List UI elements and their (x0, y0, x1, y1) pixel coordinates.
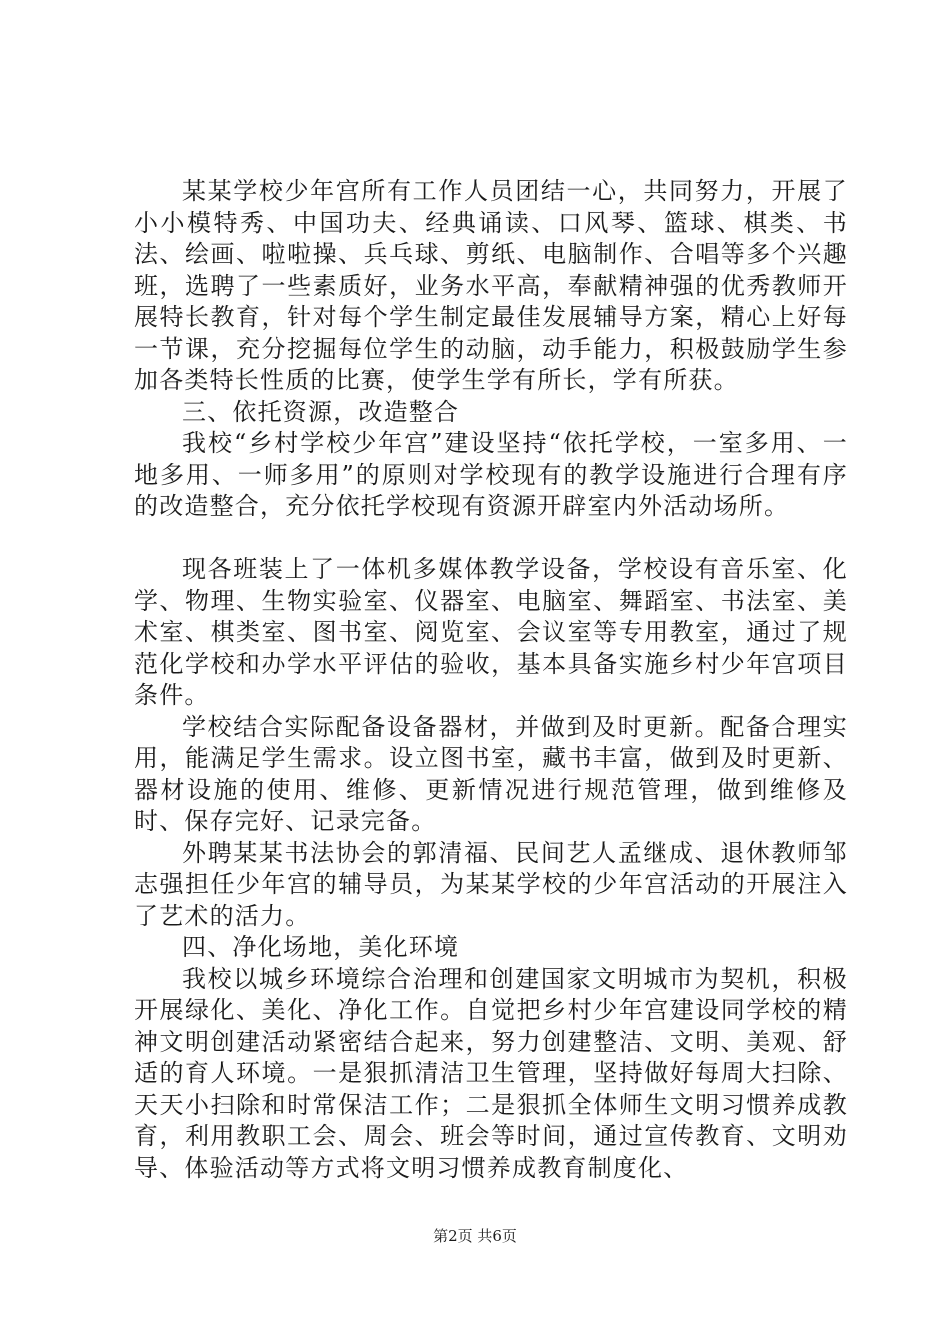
paragraph-environment: 我校以城乡环境综合治理和创建国家文明城市为契机，积极开展绿化、美化、净化工作。自觉把乡村少年宫建设同学校的精神文明创建活动紧密结合起来，努力创建整洁、文明、美观、舒适的育人环境。一是狠抓清洁卫生管理，坚持做好每周大扫除、天天小扫除和时常保洁工作；二是狠抓全体师生文明习惯养成教育，利用教职工会、周会、班会等时间，通过宣传教育、文明劝导、体验活动等方式将文明习惯养成教育制度化、 (134, 964, 848, 1182)
section-heading-3: 三、依托资源，改造整合 (182, 397, 460, 426)
paragraph-facilities: 现各班装上了一体机多媒体教学设备，学校设有音乐室、化学、物理、生物实验室、仪器室、电脑室、舞蹈室、书法室、美术室、棋类室、图书室、阅览室、会议室等专用教室，通过了规范化学校和办学水平评估的验收，基本具备实施乡村少年宫项目条件。 (134, 555, 848, 709)
paragraph-tutors: 外聘某某书法协会的郭清福、民间艺人孟继成、退休教师邹志强担任少年宫的辅导员，为某某学校的少年宫活动的开展注入了艺术的活力。 (134, 838, 848, 930)
paragraph-gap (134, 523, 848, 555)
section-heading-4: 四、净化场地，美化环境 (182, 933, 460, 961)
paragraph-resources: 我校“乡村学校少年宫”建设坚持“依托学校，一室多用、一地多用、一师多用”的原则对学校现有的教学设施进行合理有序的改造整合，充分依托学校现有资源开辟室内外活动场所。 (134, 429, 848, 520)
paragraph-activities: 某某学校少年宫所有工作人员团结一心，共同努力，开展了小小模特秀、中国功夫、经典诵读、口风琴、篮球、棋类、书法、绘画、啦啦操、兵乓球、剪纸、电脑制作、合唱等多个兴趣班，选聘了一些素质好，业务水平高，奉献精神强的优秀教师开展特长教育，针对每个学生制定最佳发展辅导方案，精心上好每一节课，充分挖掘每位学生的动脑，动手能力，积极鼓励学生参加各类特长性质的比赛，使学生学有所长，学有所获。 (134, 177, 848, 394)
paragraph-equipment: 学校结合实际配备设备器材，并做到及时更新。配备合理实用，能满足学生需求。设立图书室，藏书丰富，做到及时更新、器材设施的使用、维修、更新情况进行规范管理，做到维修及时、保存完好、记录完备。 (134, 712, 848, 835)
page-footer: 第2页 共6页 (433, 1227, 517, 1245)
document-body (134, 176, 848, 1184)
